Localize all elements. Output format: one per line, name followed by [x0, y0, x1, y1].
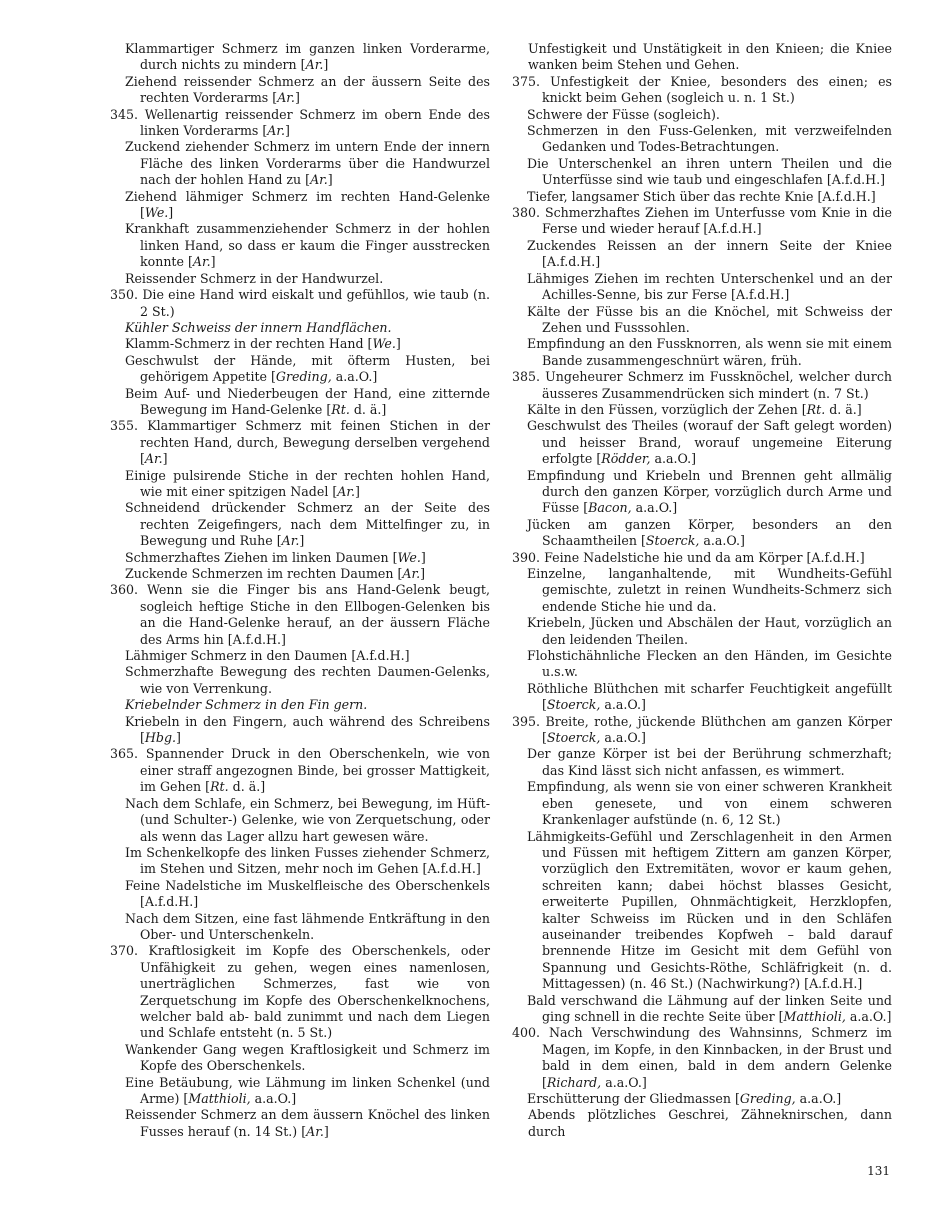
symptom-entry [110, 353, 490, 386]
entry-number: 395. [512, 713, 541, 729]
entry-text: Empfindung, als wenn sie von einer schweren Krankheit eben genesete, und von einem schweren Krankenlager aufstünde (n. 6, 12 St.) [527, 779, 892, 828]
entry-text: Schmerzhaftes Ziehen im linken Daumen [ [125, 549, 398, 565]
entry-text: Schmerzhafte Bewegung des rechten Daumen-Gelenks, wie von Verrenkung. [125, 664, 490, 696]
symptom-entry-numbered [110, 107, 490, 140]
entry-text: Geschwulst des Theiles (worauf der Saft gelegt worden) und heisser Brand, worauf ungemeine Eiterung erfolgte [ [527, 418, 892, 467]
source-citation: Ar. [402, 566, 421, 581]
entry-text: Jücken am ganzen Körper, besonders an den Schaamtheilen [ [527, 516, 892, 549]
entry-text: Erschütterung der Gliedmassen [ [527, 1091, 740, 1106]
source-citation: Ar. [277, 90, 295, 106]
symptom-entry-numbered [512, 550, 892, 566]
source-citation: Ar. [144, 451, 163, 467]
symptom-entry [110, 189, 490, 222]
symptom-entry [512, 304, 892, 337]
source-citation: Greding, [275, 369, 332, 385]
entry-text: Wenn sie die Finger bis ans Hand-Gelenk beugt, sogleich heftige Stiche in den Ellbogen-Gelenken bis an die Hand-Gelenke herauf, an der äussern Fläche des Arms hin [A.f.d.H.] [140, 582, 490, 647]
source-citation: Matthioli, [783, 1008, 846, 1024]
entry-text: Klamm-Schmerz in der rechten Hand [ [125, 336, 373, 352]
source-citation: Kühler Schweiss der innern Handflächen. [125, 319, 392, 335]
entry-text: ] [210, 254, 216, 270]
entry-text: ] [285, 123, 290, 139]
entry-text: ] [168, 205, 174, 221]
source-citation: Stoerck, [645, 533, 700, 549]
entry-text: a.a.O.] [845, 1008, 892, 1024]
source-citation: Rt. [210, 779, 229, 795]
entry-text: Unfestigkeit und Unstätigkeit in den Knieen; die Kniee wanken beim Stehen und Gehen. [528, 41, 892, 73]
source-citation: Ar. [192, 254, 211, 270]
symptom-entry [512, 271, 892, 304]
symptom-entry-numbered [512, 205, 892, 238]
entry-text: Schmerzen in den Fuss-Gelenken, mit verzweifelnden Gedanken und Todes-Betrachtungen. [527, 123, 892, 155]
entry-text: Kriebeln, Jücken und Abschälen der Haut, vorzüglich an den leidenden Theilen. [527, 615, 892, 647]
entry-text: Reissender Schmerz in der Handwurzel. [125, 270, 384, 286]
entry-number: 380. [512, 205, 541, 221]
entry-text: ] [299, 533, 305, 549]
entry-text: Die Unterschenkel an ihren untern Theilen und die Unterfüsse sind wie taub und eingeschlafen [A.f.d.H.] [527, 155, 892, 188]
entry-text: a.a.O.] [331, 369, 378, 385]
source-citation: Ar. [337, 483, 355, 499]
entry-text: Kraftlosigkeit im Kopfe des Oberschenkels, oder Unfähigkeit zu gehen, wegen eines namenlosen, unerträglichen Schmerzes, fast wie von Zerquetschung im Kopfe des Oberschenkelknochens, welcher bald ab- bald zunimmt und nach dem Liegen und Schlafe entsteht (n. 5 St.) [140, 943, 490, 1041]
entry-number: 400. [512, 1025, 541, 1041]
source-citation: Richard, [546, 1074, 602, 1090]
symptom-entry [110, 911, 490, 944]
entry-text: Röthliche Blüthchen mit scharfer Feuchtigkeit angefüllt [ [527, 680, 892, 713]
entry-text: Schwere der Füsse (sogleich). [527, 106, 720, 122]
source-citation: Greding, [739, 1091, 796, 1106]
entry-number: 375. [512, 73, 541, 89]
symptom-entry [512, 648, 892, 681]
entry-number: 385. [512, 369, 541, 385]
entry-text: Geschwulst der Hände, mit öfterm Husten, bei gehörigem Appetite [ [125, 352, 490, 385]
symptom-entry [512, 517, 892, 550]
right-column [512, 41, 892, 1140]
source-citation: Rt. [806, 401, 826, 417]
symptom-entry [110, 845, 490, 878]
entry-text: Nach dem Schlafe, ein Schmerz, bei Bewegung, im Hüft- (und Schulter-) Gelenke, wie von Zerquetschung, oder als wenn das Lager allzu hart gewesen wäre. [125, 795, 490, 844]
symptom-entry [512, 238, 892, 271]
entry-text: Einige pulsirende Stiche in der rechten hohlen Hand, wie mit einer spitzigen Nadel [ [125, 467, 490, 499]
entry-number: 350. [110, 287, 139, 303]
source-citation: Ar. [281, 533, 300, 549]
symptom-entry [512, 402, 892, 418]
symptom-entry [110, 320, 490, 336]
entry-text: a.a.O.] [795, 1091, 842, 1106]
symptom-entry [110, 550, 490, 566]
entry-text: Beim Auf- und Niederbeugen der Hand, eine zitternde Bewegung im Hand-Gelenke [ [125, 385, 490, 417]
entry-text: Zuckendes Reissen an der innern Seite der Kniee [A.f.d.H.] [527, 237, 892, 270]
entry-text: ] [420, 549, 426, 565]
symptom-entry [110, 796, 490, 845]
symptom-entry [110, 41, 490, 74]
symptom-entry-numbered [110, 582, 490, 648]
entry-text: a.a.O.] [600, 730, 646, 746]
entry-text: Klammartiger Schmerz mit feinen Stichen in der rechten Hand, durch, Bewegung derselben vergehend [ [140, 418, 490, 467]
entry-text: ] [395, 336, 401, 352]
source-citation: We. [372, 336, 396, 352]
entry-text: Kriebeln in den Fingern, auch während des Schreibens [ [125, 713, 490, 746]
symptom-entry-numbered [512, 1025, 892, 1091]
entry-text: Breite, rothe, jückende Blüthchen am ganzen Körper [ [542, 713, 892, 746]
entry-text: Nach Verschwindung des Wahnsinns, Schmerz im Magen, im Kopfe, in den Kinnbacken, in der Brust und bald in dem einen, bald in dem andern Gelenke [ [542, 1025, 892, 1090]
entry-number: 390. [512, 549, 541, 565]
symptom-entry [110, 1042, 490, 1075]
entry-text: d. ä.] [228, 779, 266, 795]
symptom-entry [512, 779, 892, 828]
symptom-entry [110, 221, 490, 270]
entry-text: a.a.O.] [250, 1091, 297, 1106]
entry-text: Schmerzhaftes Ziehen im Unterfusse vom Knie in die Ferse und wieder herauf [A.f.d.H.] [542, 205, 892, 237]
source-citation: Ar. [306, 1123, 324, 1139]
entry-text: Lähmiger Schmerz in den Daumen [A.f.d.H.] [125, 648, 410, 664]
source-citation: Ar. [267, 123, 286, 139]
symptom-entry [512, 681, 892, 714]
entry-text: Abends plötzliches Geschrei, Zähneknirschen, dann durch [528, 1107, 892, 1139]
entry-text: ] [323, 1123, 329, 1139]
entry-text: Ziehend lähmiger Schmerz im rechten Hand-Gelenke [ [125, 188, 490, 221]
entry-text: Unfestigkeit der Kniee, besonders des einen; es knickt beim Gehen (sogleich u. n. 1 St.) [542, 73, 892, 106]
symptom-entry-numbered [110, 943, 490, 1041]
symptom-entry [512, 107, 892, 123]
symptom-entry [512, 189, 892, 205]
entry-number: 355. [110, 418, 139, 434]
entry-text: Einzelne, langanhaltende, mit Wundheits-Gefühl gemischte, zuletzt in reinen Wundheits-Schmerz sich endende Stiche hie und da. [527, 566, 892, 614]
entry-text: d. ä.] [349, 401, 387, 417]
entry-text: Im Schenkelkopfe des linken Fusses ziehender Schmerz, im Stehen und Sitzen, mehr noch im Gehen [A.f.d.H.] [125, 844, 490, 877]
symptom-entry [110, 648, 490, 664]
entry-text: Bald verschwand die Lähmung auf der linken Seite und ging schnell in die rechte Seite über [ [527, 992, 892, 1024]
entry-text: a.a.O.] [600, 697, 646, 713]
source-citation: Hbg. [144, 730, 177, 746]
entry-text: Zuckend ziehender Schmerz im untern Ende der innern Fläche des linken Vorderarms über die Handwurzel nach der hohlen Hand zu [ [125, 139, 490, 188]
entry-text: Empfindung an den Fussknorren, als wenn sie mit einem Bande zusammengeschnürt wären, früh. [527, 336, 892, 368]
symptom-entry-numbered [110, 746, 490, 795]
symptom-entry [110, 566, 490, 582]
symptom-entry-numbered [512, 74, 892, 107]
source-citation: Ar. [305, 57, 324, 73]
symptom-entry [512, 1091, 892, 1107]
entry-number: 370. [110, 943, 139, 959]
entry-text: Wellenartig reissender Schmerz im obern Ende des linken Vorderarms [ [140, 106, 490, 139]
symptom-entry [512, 566, 892, 615]
source-citation: Kriebelnder Schmerz in den Fin gern. [125, 697, 368, 713]
entry-text: ] [420, 566, 426, 581]
source-citation: Stoerck, [546, 697, 601, 713]
symptom-entry [110, 336, 490, 352]
entry-text: a.a.O.] [699, 533, 745, 549]
symptom-entry [512, 615, 892, 648]
source-citation: Ar. [310, 172, 328, 188]
entry-number: 345. [110, 106, 139, 122]
entry-text: d. ä.] [825, 401, 862, 417]
symptom-entry [512, 41, 892, 74]
left-column [110, 41, 490, 1140]
entry-text: Feine Nadelstiche hie und da am Körper [A.f.d.H.] [544, 549, 865, 565]
source-citation: Rödder, [601, 451, 651, 467]
symptom-entry-numbered [110, 418, 490, 467]
entry-text: Klammartiger Schmerz im ganzen linken Vorderarme, durch nichts zu mindern [ [125, 41, 490, 73]
entry-text: Der ganze Körper ist bei der Berührung schmerzhaft; das Kind lässt sich nicht anfassen, es wimmert. [527, 746, 892, 778]
entry-text: ] [294, 90, 300, 106]
entry-text: Wankender Gang wegen Kraftlosigkeit und Schmerz im Kopfe des Oberschenkels. [125, 1041, 490, 1074]
page-number: 131 [867, 1164, 890, 1178]
symptom-entry [512, 418, 892, 467]
entry-text: Schneidend drückender Schmerz an der Seite des rechten Zeigefingers, nach dem Mittelfinger zu, in Bewegung und Ruhe [ [125, 500, 490, 549]
source-citation: We. [397, 549, 421, 565]
entry-text: Nach dem Sitzen, eine fast lähmende Entkräftung in den Ober- und Unterschenkeln. [125, 910, 490, 942]
entry-text: Kälte der Füsse bis an die Knöchel, mit Schweiss der Zehen und Fusssohlen. [527, 303, 892, 335]
entry-text: Reissender Schmerz an dem äussern Knöchel des linken Fusses herauf (n. 14 St.) [ [125, 1107, 490, 1139]
symptom-entry [512, 993, 892, 1026]
entry-text: Ungeheurer Schmerz im Fussknöchel, welcher durch äusseres Zusammendrücken sich mindert (n. 7 St.) [542, 369, 892, 401]
entry-text: Eine Betäubung, wie Lähmung im linken Schenkel (und Arme) [ [125, 1074, 490, 1106]
source-citation: We. [144, 205, 169, 221]
entry-text: Lähmiges Ziehen im rechten Unterschenkel und an der Achilles-Senne, bis zur Ferse [A.f.d.H.] [527, 270, 892, 303]
entry-text: Lähmigkeits-Gefühl und Zerschlagenheit in den Armen und Füssen mit heftigem Zittern am ganzen Körper, vorzüglich den Extremitäten, wovor er kaum gehen, schreiten kann; dabei höchst blasses Gesicht, erweiterte Pupillen, Ohnmächtigkeit, Herzklopfen, kalter Schweiss im Rücken und in den Schläfen auseinander treibendes Kopfweh – bald darauf brennende Hitze im Gesicht mit dem Gefühl von Spannung und Gesichts-Röthe, Schläfrigkeit (n. d. Mittagessen) (n. 46 St.) (Nachwirkung?) [A.f.d.H.] [527, 828, 892, 992]
entry-text: Tiefer, langsamer Stich über das rechte Knie [A.f.d.H.] [527, 188, 876, 204]
entry-text: Feine Nadelstiche im Muskelfleische des Oberschenkels [A.f.d.H.] [125, 877, 490, 910]
symptom-entry [512, 156, 892, 189]
entry-text: a.a.O.] [631, 500, 678, 516]
symptom-entry [512, 336, 892, 369]
entry-number: 360. [110, 582, 139, 598]
symptom-entry [110, 697, 490, 713]
symptom-entry [110, 1075, 490, 1108]
symptom-entry [512, 123, 892, 156]
symptom-entry [110, 664, 490, 697]
entry-text: Zuckende Schmerzen im rechten Daumen [ [125, 566, 403, 581]
symptom-entry-numbered [512, 369, 892, 402]
symptom-entry-numbered [110, 287, 490, 320]
entry-text: Empfindung und Kriebeln und Brennen geht allmälig durch den ganzen Körper, vorzüglich durch Arme und Füsse [ [527, 467, 892, 516]
source-citation: Bacon, [588, 500, 632, 516]
entry-text: ] [327, 172, 333, 188]
symptom-entry [512, 829, 892, 993]
entry-number: 365. [110, 746, 139, 762]
entry-text: ] [323, 57, 329, 73]
entry-text: Die eine Hand wird eiskalt und gefühllos, wie taub (n. 2 St.) [140, 287, 490, 319]
entry-text: Flohstichähnliche Flecken an den Händen, im Gesichte u.s.w. [527, 648, 892, 680]
symptom-entry [110, 271, 490, 287]
entry-text: a.a.O.] [601, 1074, 647, 1090]
symptom-entry [110, 386, 490, 419]
entry-text: Kälte in den Füssen, vorzüglich der Zehen [ [527, 401, 807, 417]
entry-text: ] [176, 730, 181, 746]
entry-text: Ziehend reissender Schmerz an der äussern Seite des rechten Vorderarms [ [125, 73, 490, 106]
symptom-entry [110, 1107, 490, 1140]
source-citation: Rt. [331, 401, 350, 417]
entry-text: Spannender Druck in den Oberschenkeln, wie von einer straff angezognen Binde, bei grosser Mattigkeit, im Gehen [ [140, 746, 490, 795]
entry-text: ] [162, 451, 168, 467]
symptom-entry [110, 468, 490, 501]
symptom-entry [110, 139, 490, 188]
symptom-entry [512, 1107, 892, 1140]
entry-text: a.a.O.] [650, 451, 697, 467]
entry-text: Krankhaft zusammenziehender Schmerz in der hohlen linken Hand, so dass er kaum die Finger ausstrecken konnte [ [125, 221, 490, 270]
symptom-entry [110, 878, 490, 911]
symptom-entry [110, 500, 490, 549]
symptom-entry [110, 714, 490, 747]
symptom-entry [110, 74, 490, 107]
source-citation: Stoerck, [546, 730, 601, 746]
symptom-entry [512, 746, 892, 779]
source-citation: Matthioli, [188, 1091, 251, 1106]
entry-text: ] [355, 483, 360, 499]
symptom-entry [512, 468, 892, 517]
symptom-entry-numbered [512, 714, 892, 747]
